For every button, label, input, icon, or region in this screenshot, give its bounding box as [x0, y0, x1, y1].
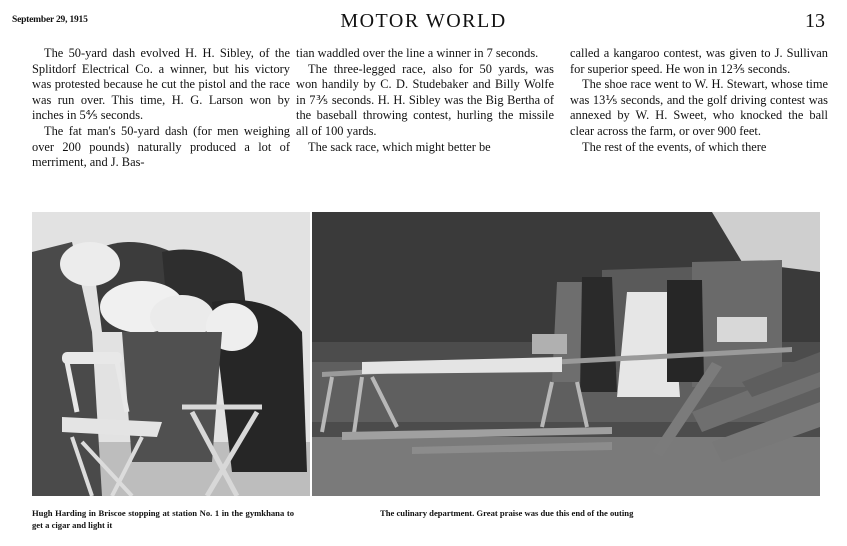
page-number: 13 [805, 10, 825, 32]
paragraph-continued: tian waddled over the line a winner in 7 seconds. [296, 46, 539, 60]
text-column-1 [32, 46, 290, 171]
photo-gymkhana [32, 212, 310, 496]
issue-date: September 29, 1915 [12, 15, 88, 25]
photo-culinary-illustration [312, 212, 820, 496]
paragraph: The 50-yard dash evolved H. H. Sibley, of the Splitdorf Electrical Co. a winner, but his victory was protested because he cut the pistol and the race was run over. This time, H. G. Larson won by inches in 5⅘ seconds. [32, 46, 290, 123]
photo-caption-culinary: The culinary department. Great praise was due this end of the outing [380, 508, 634, 518]
text-column-3 [570, 46, 828, 155]
paragraph: The shoe race went to W. H. Stewart, whose time was 13⅕ seconds, and the golf driving contest was annexed by W. H. Sweet, who knocked the ball clear across the farm, or over 900 feet. [570, 77, 828, 138]
paragraph: The fat man's 50-yard dash (for men weighing over 200 pounds) naturally produced a lot of merriment, and J. Bas- [32, 123, 290, 170]
page-header [0, 10, 847, 40]
photo-caption-gymkhana: Hugh Harding in Briscoe stopping at station No. 1 in the gymkhana to get a cigar and light it [32, 508, 294, 530]
text-column-2 [296, 46, 554, 155]
paragraph: The three-legged race, also for 50 yards, was won handily by C. D. Studebaker and Billy Wolfe in 7⅗ seconds. H. H. Sibley was the Big Bertha of the baseball throwing contest, hurling the missile all of 100 yards. [296, 61, 554, 138]
photo-gymkhana-illustration [32, 212, 310, 496]
paragraph: The sack race, which might better be [308, 139, 491, 154]
paragraph-continued: called a kangaroo contest, was given to J. Sullivan for superior speed. He won in 12⅗ seconds. [570, 46, 828, 76]
photo-culinary-department [312, 212, 820, 496]
publication-title: MOTOR WORLD [340, 10, 507, 32]
paragraph: The rest of the events, of which there [582, 139, 767, 154]
